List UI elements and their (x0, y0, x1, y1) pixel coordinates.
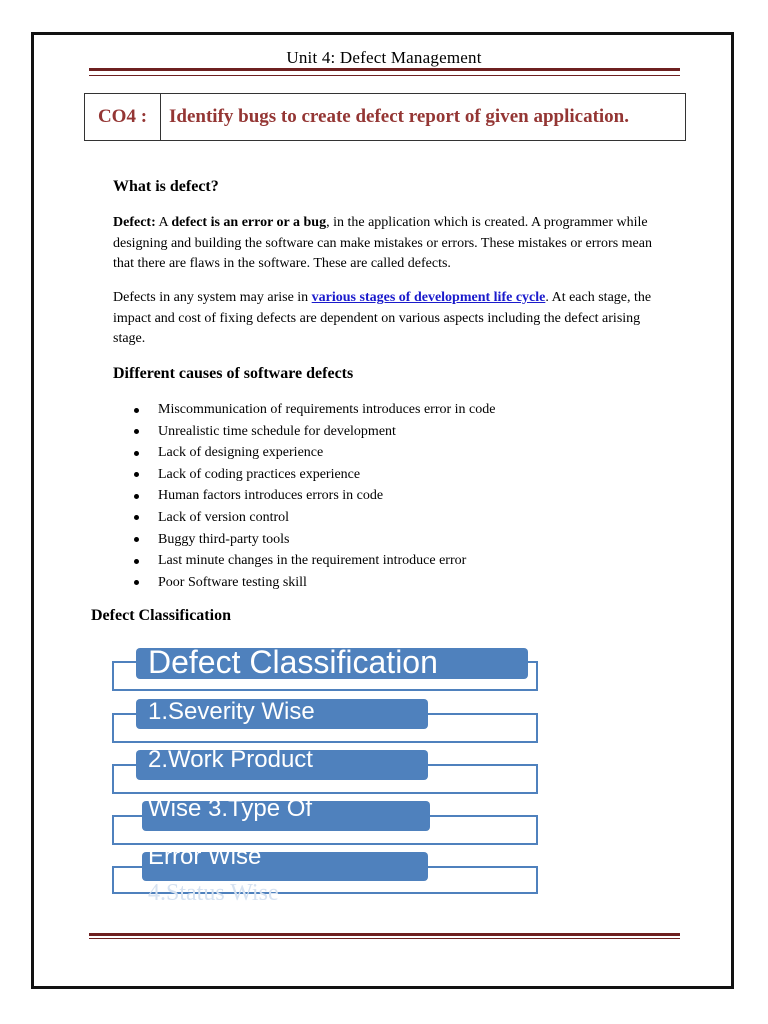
diagram-overflow-clip (142, 880, 428, 906)
heading-what-is-defect: What is defect? (113, 178, 219, 195)
list-item: Poor Software testing skill (134, 572, 495, 594)
course-outcome-label: CO4 : (85, 94, 161, 140)
defect-stages-lead: Defects in any system may arise in (113, 290, 312, 305)
diagram-item-severity: 1.Severity Wise (148, 698, 315, 725)
diagram-connector (112, 661, 136, 663)
diagram-item-box (136, 746, 428, 780)
diagram-item-status-wise: 4.Status Wise (148, 880, 279, 906)
defect-definition-paragraph (113, 213, 673, 275)
diagram-connector (112, 713, 136, 715)
diagram-connector (112, 815, 142, 817)
defect-stages-rest: . At each stage, the impact and cost of fixing defects are dependent on various aspects including the defect arising stage. (113, 290, 652, 346)
list-item: Lack of coding practices experience (134, 464, 495, 486)
diagram-connector (112, 764, 136, 766)
list-item: Unrealistic time schedule for development (134, 421, 495, 443)
diagram-connector (428, 764, 538, 766)
diagram-item-box (142, 843, 428, 881)
diagram-text-clip (142, 843, 428, 881)
defect-definition-lead: A (155, 215, 172, 230)
page-header-title: Unit 4: Defect Management (286, 48, 482, 67)
causes-list (134, 399, 495, 593)
footer-rule-thick (89, 933, 680, 936)
defect-term: Defect: (113, 215, 156, 230)
list-item: Lack of version control (134, 507, 495, 529)
list-item: Human factors introduces errors in code (134, 485, 495, 507)
diagram-item-type-wise: Wise 3.Type Of (148, 795, 313, 822)
course-outcome-text: Identify bugs to create defect report of given application. (169, 106, 629, 127)
diagram-title-text: Defect Classification (148, 644, 438, 680)
list-item: Lack of designing experience (134, 442, 495, 464)
diagram-item-box (136, 699, 428, 729)
diagram-connector (430, 815, 538, 817)
diagram-item-work-product: 2.Work Product (148, 746, 313, 773)
heading-causes: Different causes of software defects (113, 365, 354, 382)
footer-rule-thin (89, 938, 680, 939)
course-outcome-box (84, 93, 686, 141)
header-rule-thin (89, 75, 680, 76)
development-life-cycle-link[interactable]: various stages of development life cycle (311, 290, 546, 305)
defect-stages-paragraph (113, 288, 673, 350)
diagram-item-box (142, 795, 430, 831)
diagram-title-box (136, 644, 528, 680)
list-item: Buggy third-party tools (134, 529, 495, 551)
defect-definition-rest: , in the application which is created. A programmer while designing and building the software can make mistakes or errors. These mistakes or errors mean that there are flaws in the software. These are called defects. (113, 215, 652, 271)
diagram-connector (428, 866, 538, 868)
list-item: Miscommunication of requirements introduces error in code (134, 399, 495, 421)
list-item: Last minute changes in the requirement introduce error (134, 550, 495, 572)
diagram-text-clip (142, 795, 430, 831)
defect-definition-bold: defect is an error or a bug (171, 215, 327, 230)
header-rule-thick (89, 68, 680, 71)
diagram-connector (112, 866, 142, 868)
heading-defect-classification: Defect Classification (91, 607, 231, 624)
diagram-connector (428, 713, 538, 715)
diagram-item-error-wise: Error Wise (148, 843, 262, 870)
